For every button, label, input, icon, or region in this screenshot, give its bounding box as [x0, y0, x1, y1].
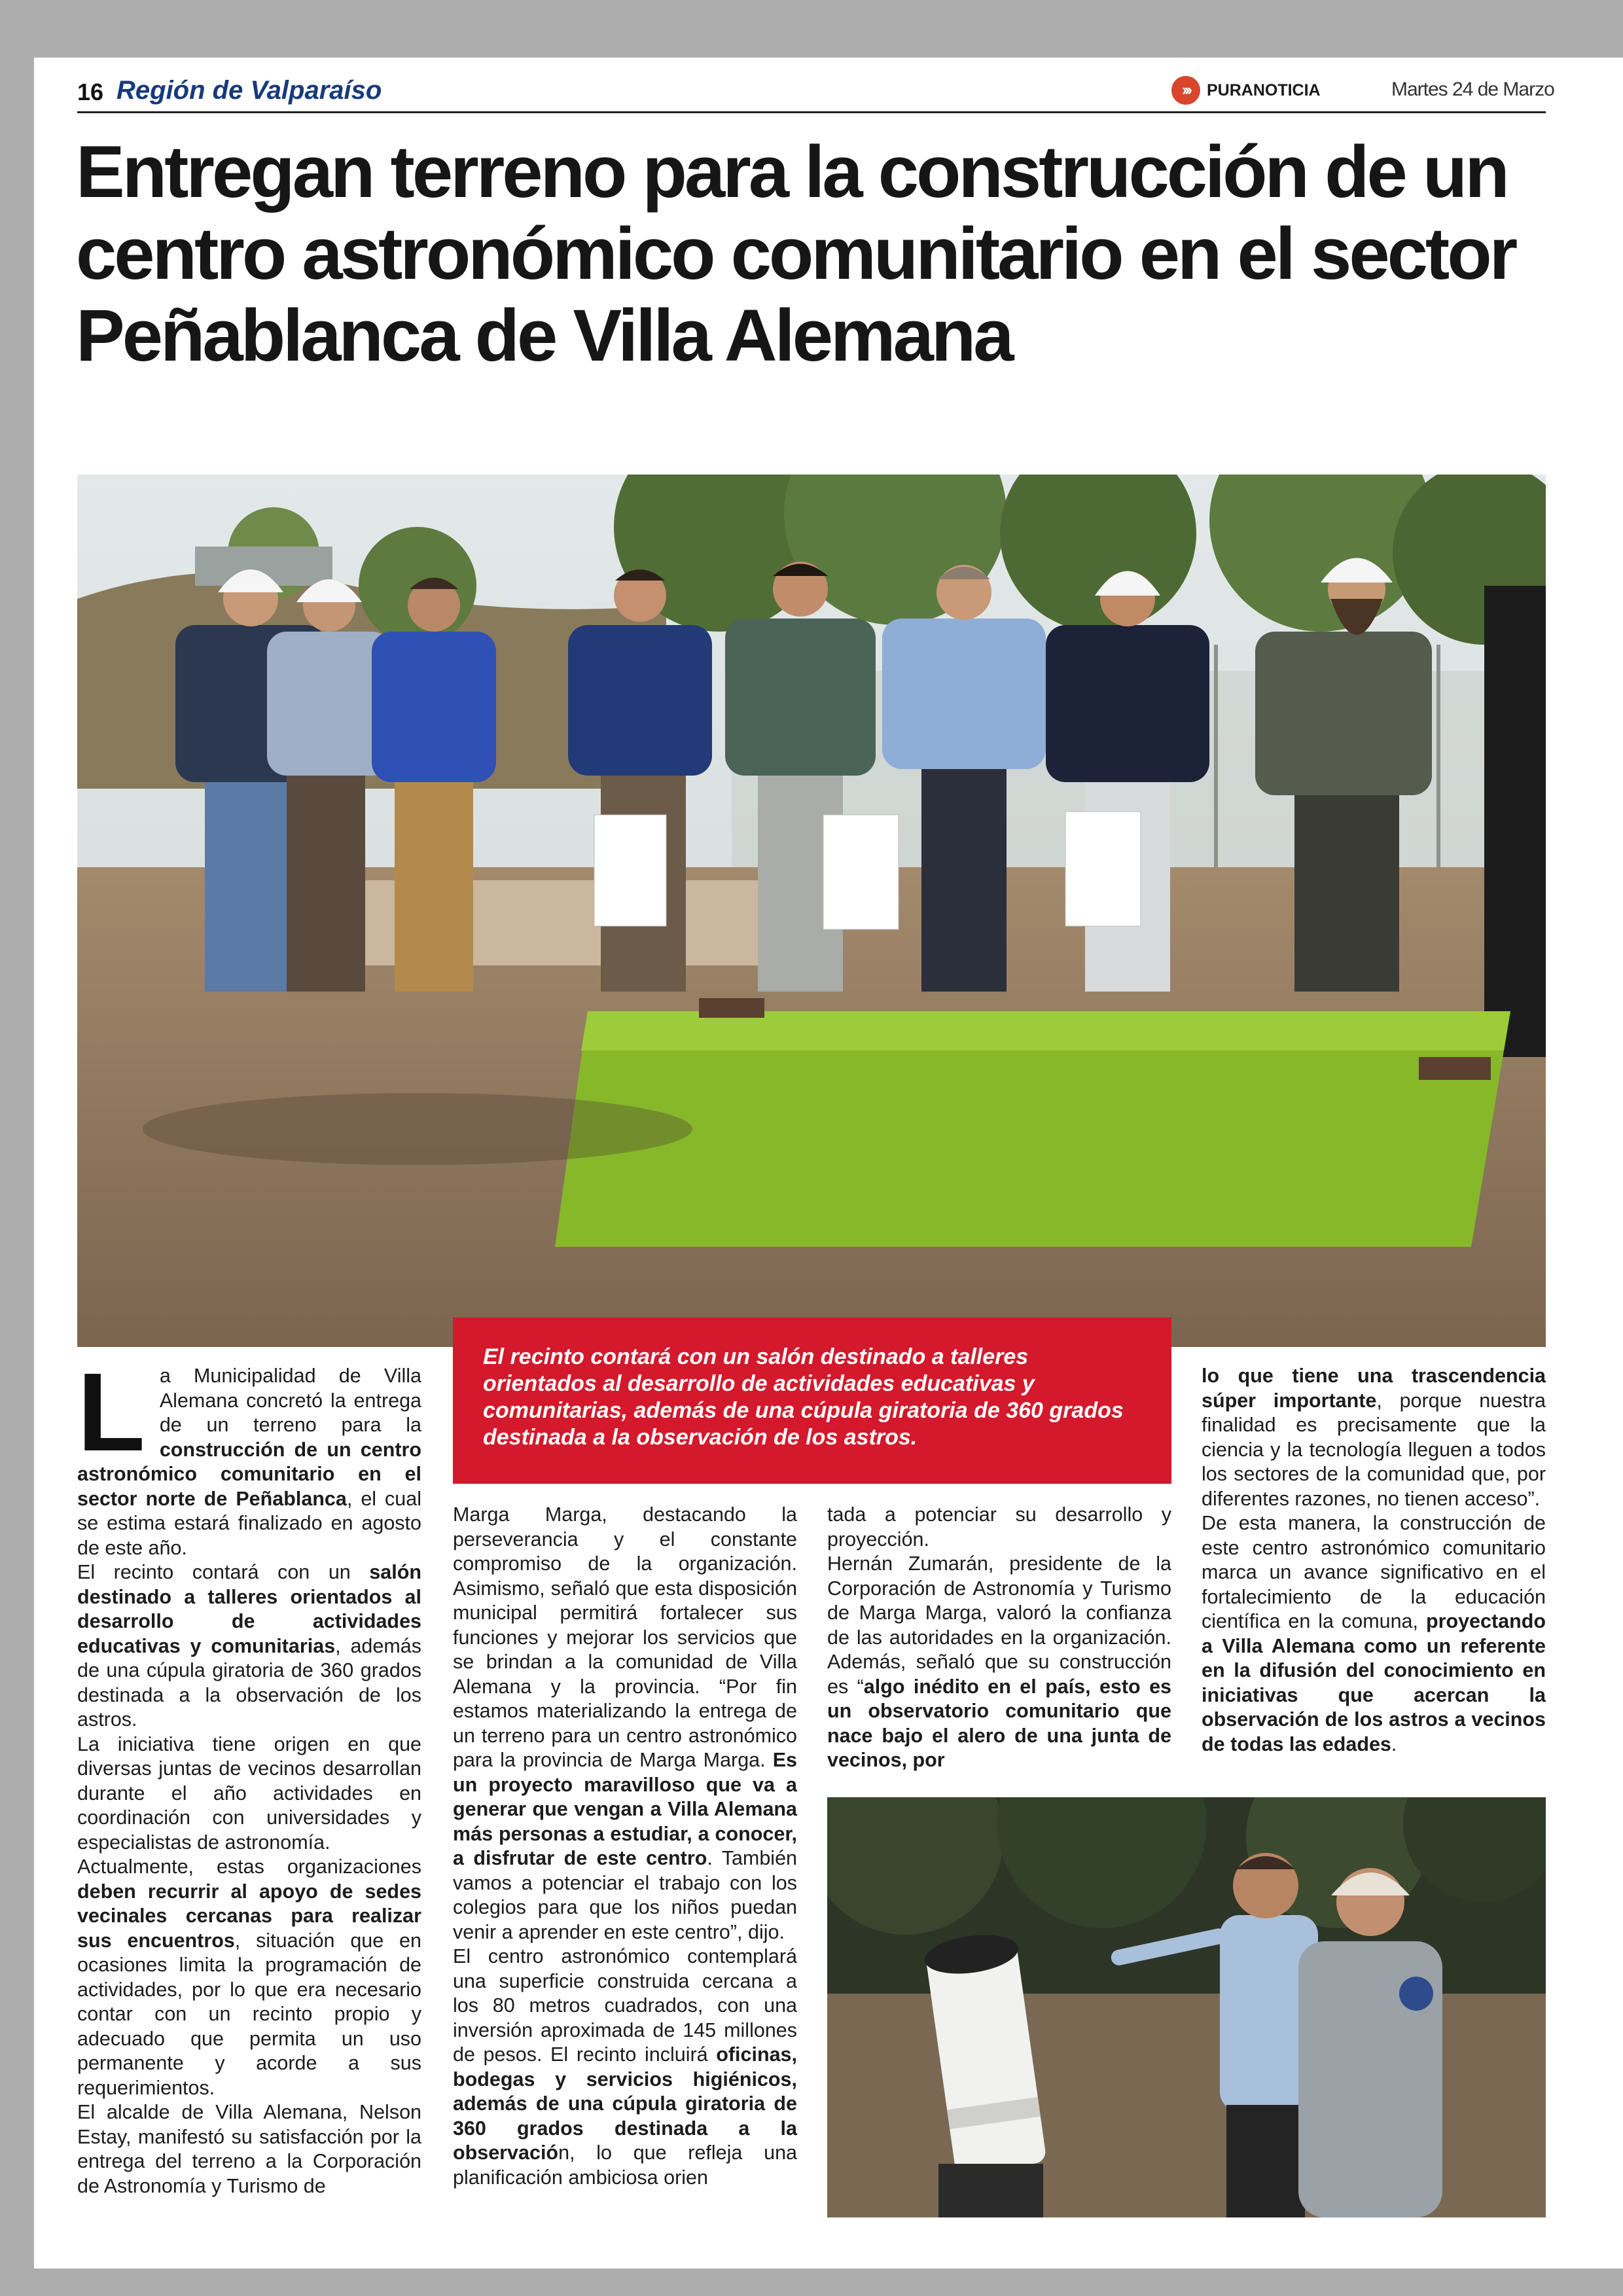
- main-photo-land-handover: [77, 475, 1546, 1347]
- logo-text: PURANOTICIA: [1207, 81, 1321, 99]
- article-column-4: [1202, 1364, 1546, 1757]
- article-paragraph: a Municipalidad de Villa Alemana concretó la entrega de un terreno para la construcción de un centro astronómico comunitario en el sector norte de Peñablanca, el cual se estima estará finalizado en agosto de este año.: [77, 1365, 421, 1559]
- puranoticia-logo: [1171, 76, 1321, 105]
- article-paragraph: La iniciativa tiene origen en que diversas juntas de vecinos desarrollan durante el año actividades en coordinación con universidades y especialistas de astronomía.: [77, 1732, 421, 1854]
- article-paragraph: De esta manera, la construcción de este centro astronómico comunitario marca un avance significativo en el fortalecimiento de la educación científica en la comuna, proyectando a Villa Alemana como un referente en la difusión del conocimiento en iniciativas que acercan la observación de los astros a vecinos de todas las edades.: [1202, 1512, 1546, 1755]
- article-paragraph: Hernán Zumarán, presidente de la Corporación de Astronomía y Turismo de Marga Marga, valoró la confianza de las autoridades en la organización. Además, señaló que su construcción es “algo inédito en el país, esto es un observatorio comunitario que nace bajo el alero de una junta de vecinos, por: [827, 1552, 1172, 1771]
- article-column-1: [77, 1350, 421, 2198]
- drop-cap: L: [77, 1350, 145, 1475]
- article-paragraph: El alcalde de Villa Alemana, Nelson Estay, manifestó su satisfacción por la entrega del terreno a la Corporación de Astronomía y Turismo de: [77, 2101, 421, 2197]
- telescope-photo: [827, 1797, 1546, 2217]
- pull-quote-box: [453, 1318, 1171, 1484]
- header-divider: [77, 111, 1546, 113]
- article-column-2: [453, 1503, 797, 2190]
- article-paragraph: Actualmente, estas organizaciones deben recurrir al apoyo de sedes vecinales cercanas para realizar sus encuentros, situación que en ocasiones limita la programación de actividades, por lo que era necesario contar con un recinto propio y adecuado que permita un uso permanente y acorde a sus requerimientos.: [77, 1856, 421, 2099]
- logo-arrows-icon: ›››: [1171, 76, 1200, 105]
- article-paragraph: El centro astronómico contemplará una superficie construida cercana a los 80 metros cuadrados, con una inversión aproximada de 145 millones de pesos. El recinto incluirá oficinas, bodegas y servicios higiénicos, además de una cúpula giratoria de 360 grados destinada a la observación, lo que refleja una planificación ambiciosa orien: [453, 1945, 797, 2189]
- article-headline: Entregan terreno para la construcción de un centro astronómico comunitario en el sector Peñablanca de Villa Alemana: [76, 131, 1516, 376]
- article-paragraph: tada a potenciar su desarrollo y proyección.: [827, 1503, 1171, 1551]
- main-photo-illustration: [77, 475, 1546, 1347]
- article-paragraph: El recinto contará con un salón destinado a talleres orientados al desarrollo de actividades educativas y comunitarias, además de una cúpula giratoria de 360 grados destinada a la observación de los astros.: [77, 1561, 421, 1731]
- article-paragraph: Marga Marga, destacando la perseverancia y el constante compromiso de la organización. Asimismo, señaló que esta disposición municipal permitirá fortalecer sus funciones y mejorar los servicios que se brindan a la comunidad de Villa Alemana y la provincia. “Por fin estamos materializando la entrega de un terreno para un centro astronómico para la provincia de Marga Marga. Es un proyecto maravilloso que va a generar que vengan a Villa Alemana más personas a estudiar, a conocer, a disfrutar de este centro. También vamos a potenciar el trabajo con los colegios para que los niños puedan venir a aprender en este centro”, dijo.: [453, 1503, 798, 1943]
- pull-quote-text: El recinto contará con un salón destinado a talleres orientados al desarrollo de actividades educativas y comunitarias, además de una cúpula giratoria de 360 grados destinada a la observación de los astros.: [483, 1344, 1124, 1450]
- telescope-photo-illustration: [827, 1797, 1546, 2217]
- section-name: Región de Valparaíso: [116, 76, 382, 105]
- article-paragraph: lo que tiene una trascendencia súper importante, porque nuestra finalidad es precisamente que la ciencia y la tecnología lleguen a todos los sectores de la comunidad que, por diferentes razones, no tienen acceso”.: [1202, 1365, 1546, 1510]
- page-number: 16: [77, 79, 104, 105]
- article-column-3: [827, 1503, 1171, 1773]
- publication-date: Martes 24 de Marzo: [1391, 79, 1554, 100]
